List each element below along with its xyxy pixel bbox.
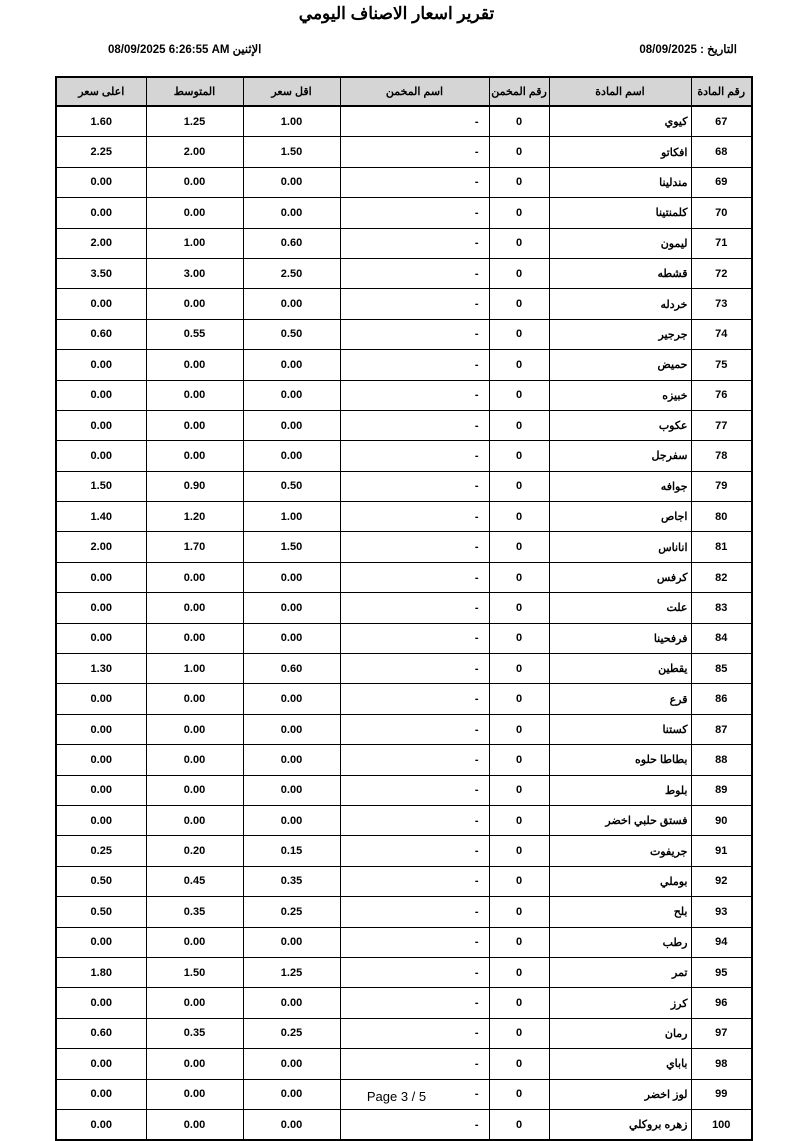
- estimator-name-cell: -: [340, 410, 489, 440]
- estimator-number-cell: 0: [489, 836, 549, 866]
- avg-price-cell: 0.00: [146, 441, 243, 471]
- estimator-name-cell: -: [340, 441, 489, 471]
- item-name-cell: افكاتو: [549, 137, 691, 167]
- estimator-name-cell: -: [340, 532, 489, 562]
- max-price-cell: 0.60: [56, 1018, 146, 1048]
- item-number-cell: 67: [691, 106, 752, 137]
- min-price-cell: 0.00: [243, 805, 340, 835]
- item-name-cell: جرجير: [549, 319, 691, 349]
- min-price-cell: 1.50: [243, 137, 340, 167]
- estimator-name-cell: -: [340, 593, 489, 623]
- table-row: [56, 684, 752, 714]
- estimator-name-cell: -: [340, 1109, 489, 1140]
- item-number-cell: 80: [691, 502, 752, 532]
- min-price-cell: 0.00: [243, 593, 340, 623]
- max-price-cell: 0.00: [56, 1109, 146, 1140]
- item-number-cell: 90: [691, 805, 752, 835]
- item-number-cell: 96: [691, 988, 752, 1018]
- max-price-cell: 0.00: [56, 350, 146, 380]
- item-number-cell: 81: [691, 532, 752, 562]
- table-row: [56, 1109, 752, 1140]
- item-number-cell: 76: [691, 380, 752, 410]
- estimator-number-cell: 0: [489, 593, 549, 623]
- max-price-cell: 0.50: [56, 897, 146, 927]
- table-row: [56, 198, 752, 228]
- table-header-row: [56, 77, 752, 106]
- min-price-cell: 0.00: [243, 289, 340, 319]
- min-price-cell: 0.00: [243, 775, 340, 805]
- avg-price-cell: 0.90: [146, 471, 243, 501]
- item-number-cell: 100: [691, 1109, 752, 1140]
- estimator-number-cell: 0: [489, 1018, 549, 1048]
- item-name-cell: كستنا: [549, 714, 691, 744]
- item-number-cell: 98: [691, 1049, 752, 1079]
- estimator-number-cell: 0: [489, 775, 549, 805]
- estimator-name-cell: -: [340, 654, 489, 684]
- avg-price-cell: 0.00: [146, 684, 243, 714]
- estimator-number-cell: 0: [489, 502, 549, 532]
- col-header-max-price: اعلى سعر: [56, 77, 146, 106]
- estimator-number-cell: 0: [489, 988, 549, 1018]
- min-price-cell: 0.15: [243, 836, 340, 866]
- avg-price-cell: 1.00: [146, 228, 243, 258]
- estimator-name-cell: -: [340, 198, 489, 228]
- table-row: [56, 836, 752, 866]
- table-row: [56, 745, 752, 775]
- max-price-cell: 3.50: [56, 258, 146, 288]
- table-row: [56, 654, 752, 684]
- max-price-cell: 1.30: [56, 654, 146, 684]
- table-row: [56, 258, 752, 288]
- estimator-number-cell: 0: [489, 319, 549, 349]
- item-number-cell: 99: [691, 1079, 752, 1109]
- item-name-cell: سفرجل: [549, 441, 691, 471]
- avg-price-cell: 0.00: [146, 775, 243, 805]
- avg-price-cell: 0.00: [146, 805, 243, 835]
- estimator-name-cell: -: [340, 836, 489, 866]
- min-price-cell: 1.00: [243, 106, 340, 137]
- item-name-cell: كلمنتينا: [549, 198, 691, 228]
- table-row: [56, 471, 752, 501]
- min-price-cell: 0.00: [243, 562, 340, 592]
- estimator-number-cell: 0: [489, 258, 549, 288]
- estimator-number-cell: 0: [489, 714, 549, 744]
- estimator-name-cell: -: [340, 745, 489, 775]
- item-number-cell: 68: [691, 137, 752, 167]
- estimator-name-cell: -: [340, 319, 489, 349]
- estimator-name-cell: -: [340, 380, 489, 410]
- avg-price-cell: 0.00: [146, 350, 243, 380]
- min-price-cell: 0.00: [243, 1079, 340, 1109]
- max-price-cell: 0.00: [56, 198, 146, 228]
- col-header-min-price: اقل سعر: [243, 77, 340, 106]
- avg-price-cell: 0.00: [146, 198, 243, 228]
- date-label: التاريخ :: [700, 44, 737, 56]
- min-price-cell: 0.00: [243, 410, 340, 440]
- avg-price-cell: 0.00: [146, 988, 243, 1018]
- table-row: [56, 532, 752, 562]
- avg-price-cell: 0.00: [146, 289, 243, 319]
- estimator-number-cell: 0: [489, 471, 549, 501]
- max-price-cell: 0.00: [56, 167, 146, 197]
- table-row: [56, 805, 752, 835]
- estimator-name-cell: -: [340, 167, 489, 197]
- max-price-cell: 0.00: [56, 623, 146, 653]
- col-header-item-name: اسم المادة: [549, 77, 691, 106]
- max-price-cell: 0.00: [56, 593, 146, 623]
- avg-price-cell: 2.00: [146, 137, 243, 167]
- avg-price-cell: 0.00: [146, 562, 243, 592]
- estimator-name-cell: -: [340, 502, 489, 532]
- min-price-cell: 0.00: [243, 350, 340, 380]
- col-header-avg-price: المتوسط: [146, 77, 243, 106]
- item-number-cell: 95: [691, 957, 752, 987]
- item-name-cell: عكوب: [549, 410, 691, 440]
- item-name-cell: كرفس: [549, 562, 691, 592]
- table-row: [56, 775, 752, 805]
- item-name-cell: باباي: [549, 1049, 691, 1079]
- estimator-number-cell: 0: [489, 106, 549, 137]
- item-name-cell: خبيزه: [549, 380, 691, 410]
- min-price-cell: 1.50: [243, 532, 340, 562]
- min-price-cell: 1.25: [243, 957, 340, 987]
- avg-price-cell: 0.00: [146, 745, 243, 775]
- estimator-name-cell: -: [340, 471, 489, 501]
- estimator-name-cell: -: [340, 957, 489, 987]
- max-price-cell: 0.00: [56, 805, 146, 835]
- table-row: [56, 106, 752, 137]
- table-row: [56, 623, 752, 653]
- table-row: [56, 593, 752, 623]
- avg-price-cell: 3.00: [146, 258, 243, 288]
- max-price-cell: 0.00: [56, 289, 146, 319]
- col-header-item-number: رقم المادة: [691, 77, 752, 106]
- min-price-cell: 0.00: [243, 380, 340, 410]
- max-price-cell: 1.50: [56, 471, 146, 501]
- table-row: [56, 1049, 752, 1079]
- item-number-cell: 73: [691, 289, 752, 319]
- avg-price-cell: 1.50: [146, 957, 243, 987]
- table-row: [56, 137, 752, 167]
- item-number-cell: 91: [691, 836, 752, 866]
- table-row: [56, 927, 752, 957]
- estimator-number-cell: 0: [489, 684, 549, 714]
- estimator-name-cell: -: [340, 805, 489, 835]
- estimator-number-cell: 0: [489, 897, 549, 927]
- item-name-cell: خردله: [549, 289, 691, 319]
- max-price-cell: 0.00: [56, 927, 146, 957]
- estimator-number-cell: 0: [489, 866, 549, 896]
- weekday-label: الإثنين: [232, 44, 262, 56]
- estimator-name-cell: -: [340, 258, 489, 288]
- min-price-cell: 0.00: [243, 714, 340, 744]
- estimator-number-cell: 0: [489, 380, 549, 410]
- item-number-cell: 87: [691, 714, 752, 744]
- table-row: [56, 410, 752, 440]
- min-price-cell: 1.00: [243, 502, 340, 532]
- item-name-cell: لوز اخضر: [549, 1079, 691, 1109]
- estimator-number-cell: 0: [489, 410, 549, 440]
- item-name-cell: بلوط: [549, 775, 691, 805]
- item-number-cell: 82: [691, 562, 752, 592]
- estimator-name-cell: -: [340, 684, 489, 714]
- avg-price-cell: 0.00: [146, 714, 243, 744]
- estimator-number-cell: 0: [489, 289, 549, 319]
- estimator-name-cell: -: [340, 137, 489, 167]
- min-price-cell: 0.50: [243, 319, 340, 349]
- min-price-cell: 0.00: [243, 684, 340, 714]
- max-price-cell: 2.00: [56, 228, 146, 258]
- estimator-name-cell: -: [340, 289, 489, 319]
- print-datetime-value: 08/09/2025 6:26:55 AM: [108, 44, 230, 56]
- max-price-cell: 1.80: [56, 957, 146, 987]
- min-price-cell: 0.00: [243, 198, 340, 228]
- estimator-number-cell: 0: [489, 350, 549, 380]
- min-price-cell: 0.35: [243, 866, 340, 896]
- estimator-number-cell: 0: [489, 562, 549, 592]
- item-number-cell: 74: [691, 319, 752, 349]
- max-price-cell: 1.60: [56, 106, 146, 137]
- date-value: 08/09/2025: [639, 44, 697, 56]
- estimator-number-cell: 0: [489, 532, 549, 562]
- max-price-cell: 0.00: [56, 714, 146, 744]
- item-name-cell: رطب: [549, 927, 691, 957]
- item-name-cell: رمان: [549, 1018, 691, 1048]
- item-name-cell: بوملي: [549, 866, 691, 896]
- avg-price-cell: 0.00: [146, 1049, 243, 1079]
- item-number-cell: 69: [691, 167, 752, 197]
- min-price-cell: 0.00: [243, 927, 340, 957]
- estimator-number-cell: 0: [489, 654, 549, 684]
- item-name-cell: جوافه: [549, 471, 691, 501]
- item-name-cell: حميض: [549, 350, 691, 380]
- max-price-cell: 0.00: [56, 410, 146, 440]
- page-number: Page 3 / 5: [366, 1089, 427, 1104]
- item-number-cell: 97: [691, 1018, 752, 1048]
- table-row: [56, 562, 752, 592]
- table-row: [56, 714, 752, 744]
- item-name-cell: علت: [549, 593, 691, 623]
- avg-price-cell: 0.00: [146, 380, 243, 410]
- item-name-cell: مندلينا: [549, 167, 691, 197]
- item-name-cell: بطاطا حلوه: [549, 745, 691, 775]
- estimator-number-cell: 0: [489, 1079, 549, 1109]
- max-price-cell: 0.00: [56, 988, 146, 1018]
- estimator-number-cell: 0: [489, 167, 549, 197]
- max-price-cell: 2.25: [56, 137, 146, 167]
- estimator-number-cell: 0: [489, 137, 549, 167]
- max-price-cell: 2.00: [56, 532, 146, 562]
- max-price-cell: 0.50: [56, 866, 146, 896]
- item-number-cell: 85: [691, 654, 752, 684]
- item-number-cell: 75: [691, 350, 752, 380]
- col-header-estimator-name: اسم المخمن: [340, 77, 489, 106]
- item-number-cell: 77: [691, 410, 752, 440]
- item-number-cell: 78: [691, 441, 752, 471]
- item-number-cell: 83: [691, 593, 752, 623]
- min-price-cell: 0.50: [243, 471, 340, 501]
- estimator-name-cell: -: [340, 927, 489, 957]
- avg-price-cell: 0.00: [146, 623, 243, 653]
- avg-price-cell: 1.20: [146, 502, 243, 532]
- item-name-cell: فستق حلبي اخضر: [549, 805, 691, 835]
- estimator-number-cell: 0: [489, 623, 549, 653]
- item-number-cell: 86: [691, 684, 752, 714]
- avg-price-cell: 0.45: [146, 866, 243, 896]
- estimator-name-cell: -: [340, 623, 489, 653]
- table-row: [56, 1018, 752, 1048]
- table-row: [56, 350, 752, 380]
- item-number-cell: 94: [691, 927, 752, 957]
- estimator-name-cell: -: [340, 866, 489, 896]
- avg-price-cell: 0.00: [146, 1079, 243, 1109]
- estimator-number-cell: 0: [489, 1049, 549, 1079]
- estimator-name-cell: -: [340, 350, 489, 380]
- min-price-cell: 0.00: [243, 623, 340, 653]
- table-row: [56, 441, 752, 471]
- item-number-cell: 93: [691, 897, 752, 927]
- max-price-cell: 0.60: [56, 319, 146, 349]
- item-number-cell: 72: [691, 258, 752, 288]
- item-number-cell: 84: [691, 623, 752, 653]
- avg-price-cell: 0.20: [146, 836, 243, 866]
- estimator-name-cell: -: [340, 775, 489, 805]
- table-row: [56, 866, 752, 896]
- table-row: [56, 319, 752, 349]
- estimator-name-cell: -: [340, 1079, 489, 1109]
- avg-price-cell: 1.70: [146, 532, 243, 562]
- item-name-cell: زهره بروكلي: [549, 1109, 691, 1140]
- item-number-cell: 89: [691, 775, 752, 805]
- avg-price-cell: 0.00: [146, 1109, 243, 1140]
- item-name-cell: ليمون: [549, 228, 691, 258]
- item-name-cell: قشطه: [549, 258, 691, 288]
- estimator-number-cell: 0: [489, 745, 549, 775]
- avg-price-cell: 1.00: [146, 654, 243, 684]
- max-price-cell: 0.00: [56, 775, 146, 805]
- min-price-cell: 0.00: [243, 1049, 340, 1079]
- estimator-number-cell: 0: [489, 198, 549, 228]
- min-price-cell: 0.25: [243, 1018, 340, 1048]
- item-number-cell: 92: [691, 866, 752, 896]
- estimator-number-cell: 0: [489, 228, 549, 258]
- avg-price-cell: 0.35: [146, 897, 243, 927]
- estimator-name-cell: -: [340, 897, 489, 927]
- max-price-cell: 0.25: [56, 836, 146, 866]
- estimator-number-cell: 0: [489, 957, 549, 987]
- max-price-cell: 0.00: [56, 684, 146, 714]
- avg-price-cell: 0.00: [146, 593, 243, 623]
- min-price-cell: 0.60: [243, 228, 340, 258]
- item-number-cell: 70: [691, 198, 752, 228]
- min-price-cell: 0.00: [243, 745, 340, 775]
- price-table-body: [56, 106, 752, 1140]
- min-price-cell: 0.00: [243, 167, 340, 197]
- page-title: تقرير اسعار الاصناف اليومي: [298, 4, 495, 23]
- table-row: [56, 957, 752, 987]
- estimator-name-cell: -: [340, 228, 489, 258]
- table-row: [56, 502, 752, 532]
- estimator-number-cell: 0: [489, 1109, 549, 1140]
- estimator-name-cell: -: [340, 1049, 489, 1079]
- estimator-number-cell: 0: [489, 805, 549, 835]
- table-row: [56, 289, 752, 319]
- table-row: [56, 380, 752, 410]
- report-date: [639, 42, 737, 56]
- item-name-cell: كيوي: [549, 106, 691, 137]
- item-name-cell: بلح: [549, 897, 691, 927]
- min-price-cell: 0.00: [243, 1109, 340, 1140]
- max-price-cell: 0.00: [56, 1049, 146, 1079]
- min-price-cell: 0.00: [243, 441, 340, 471]
- item-name-cell: يقطين: [549, 654, 691, 684]
- max-price-cell: 0.00: [56, 562, 146, 592]
- item-name-cell: جريفوت: [549, 836, 691, 866]
- min-price-cell: 0.00: [243, 988, 340, 1018]
- col-header-estimator-number: رقم المخمن: [489, 77, 549, 106]
- estimator-number-cell: 0: [489, 927, 549, 957]
- table-row: [56, 167, 752, 197]
- table-row: [56, 228, 752, 258]
- avg-price-cell: 0.35: [146, 1018, 243, 1048]
- estimator-name-cell: -: [340, 106, 489, 137]
- item-number-cell: 88: [691, 745, 752, 775]
- avg-price-cell: 1.25: [146, 106, 243, 137]
- item-number-cell: 71: [691, 228, 752, 258]
- table-row: [56, 988, 752, 1018]
- avg-price-cell: 0.00: [146, 410, 243, 440]
- max-price-cell: 0.00: [56, 1079, 146, 1109]
- estimator-name-cell: -: [340, 714, 489, 744]
- item-name-cell: تمر: [549, 957, 691, 987]
- estimator-name-cell: -: [340, 988, 489, 1018]
- price-table: [55, 76, 753, 1141]
- avg-price-cell: 0.55: [146, 319, 243, 349]
- table-row: [56, 897, 752, 927]
- item-number-cell: 79: [691, 471, 752, 501]
- item-name-cell: فرفحينا: [549, 623, 691, 653]
- min-price-cell: 2.50: [243, 258, 340, 288]
- max-price-cell: 0.00: [56, 745, 146, 775]
- min-price-cell: 0.60: [243, 654, 340, 684]
- estimator-name-cell: -: [340, 562, 489, 592]
- item-name-cell: اجاص: [549, 502, 691, 532]
- min-price-cell: 0.25: [243, 897, 340, 927]
- print-datetime: [108, 42, 261, 56]
- avg-price-cell: 0.00: [146, 167, 243, 197]
- avg-price-cell: 0.00: [146, 927, 243, 957]
- item-name-cell: اناناس: [549, 532, 691, 562]
- item-name-cell: قرع: [549, 684, 691, 714]
- estimator-name-cell: -: [340, 1018, 489, 1048]
- max-price-cell: 0.00: [56, 380, 146, 410]
- item-name-cell: كرز: [549, 988, 691, 1018]
- max-price-cell: 1.40: [56, 502, 146, 532]
- estimator-number-cell: 0: [489, 441, 549, 471]
- max-price-cell: 0.00: [56, 441, 146, 471]
